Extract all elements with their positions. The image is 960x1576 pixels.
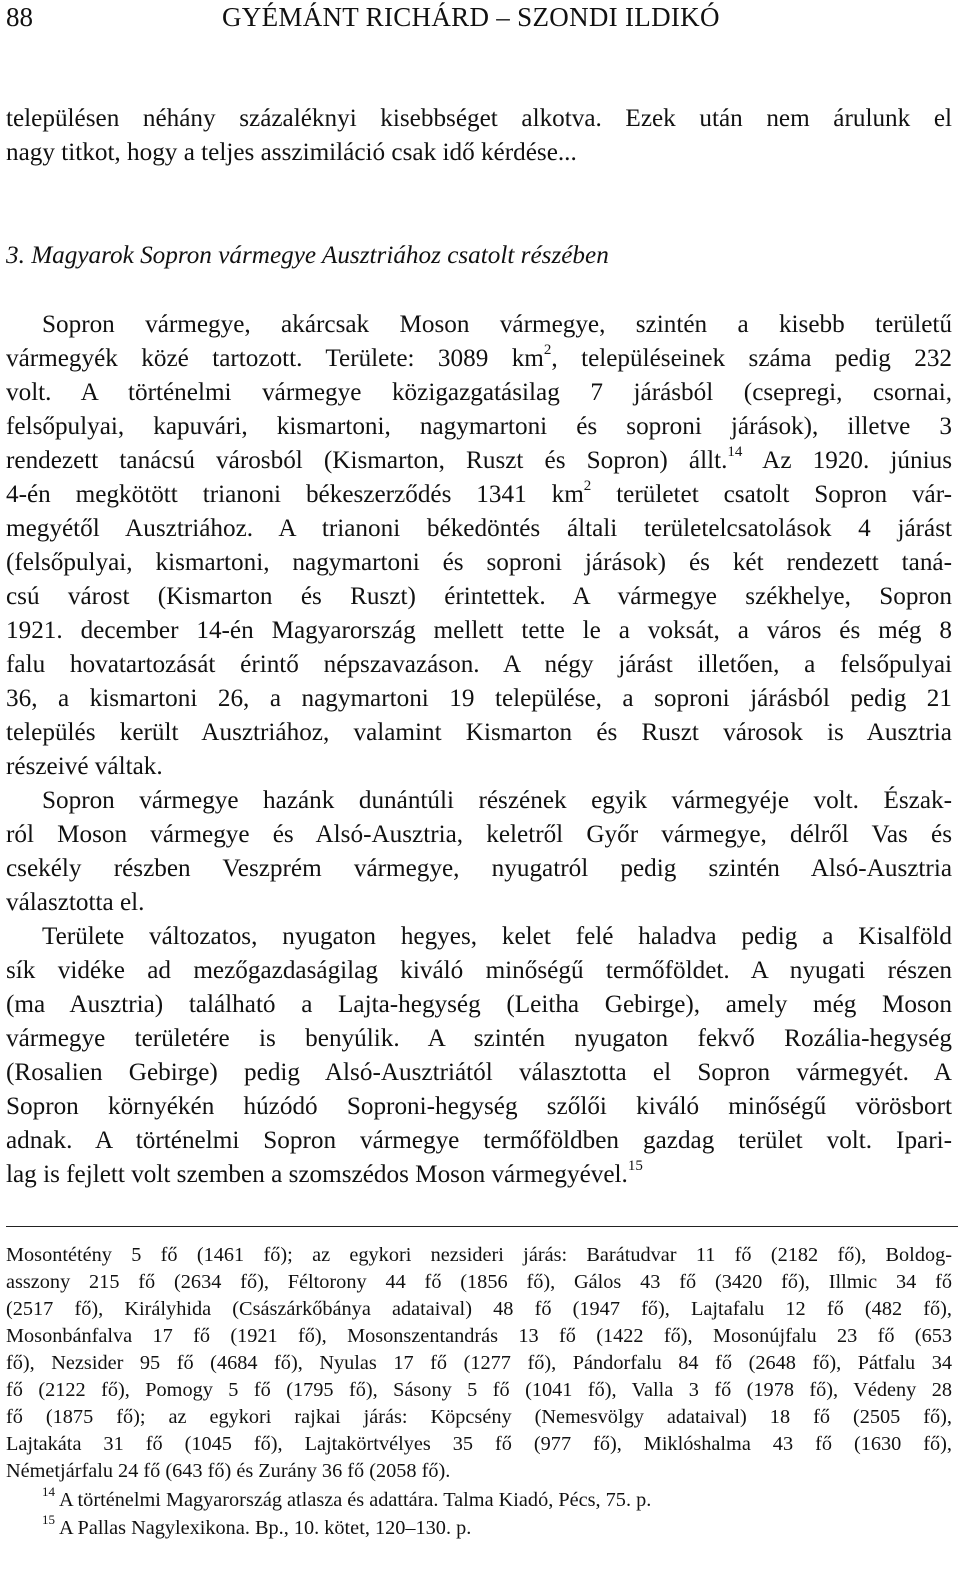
body-line: adnak. A történelmi Sopron vármegye termőföldben gazdag terület volt. Ipari-: [6, 1127, 952, 1154]
footnote-rule: [6, 1226, 958, 1227]
footnote-line: fő), Nezsider 95 fő (4684 fő), Nyulas 17 fő (1277 fő), Pándorfalu 84 fő (2648 fő), Pátfalu 34: [6, 1352, 952, 1374]
footnote-ref-14: 14: [727, 443, 743, 460]
footnote-line: Mosonbánfalva 17 fő (1921 fő), Mosonszentandrás 13 fő (1422 fő), Mosonújfalu 23 fő (653: [6, 1325, 952, 1347]
footnote-ref-15: 15: [627, 1157, 643, 1174]
body-line: (felsőpulyai, kismartoni, nagymartoni és soproni járások) és két rendezett taná-: [6, 549, 952, 576]
body-line: sík vidéke ad mezőgazdaságilag kiváló minőségű termőföldet. A nyugati részen: [6, 957, 952, 984]
body-line: 36, a kismartoni 26, a nagymartoni 19 települése, a soproni járásból pedig 21: [6, 685, 952, 712]
footnote-line: Németjárfalu 24 fő (643 fő) és Zurány 36 fő (2058 fő).: [6, 1460, 451, 1482]
body-line: nagy titkot, hogy a teljes asszimiláció csak idő kérdése...: [6, 139, 577, 166]
superscript-2: 2: [583, 477, 592, 494]
body-line: (ma Ausztria) található a Lajta-hegység (Leitha Gebirge), amely még Moson: [6, 991, 952, 1018]
body-line: településen néhány százaléknyi kisebbséget alkotva. Ezek után nem árulunk el: [6, 105, 952, 132]
body-line: Sopron vármegye, akárcsak Moson vármegye, szintén a kisebb területű: [42, 311, 952, 338]
body-line: 1921. december 14-én Magyarország mellett tette le a voksát, a város és még 8: [6, 617, 952, 644]
footnote-line: (2517 fő), Királyhida (Császárkőbánya adataival) 48 fő (1947 fő), Lajtafalu 12 fő (482 fő),: [6, 1298, 952, 1320]
body-line: 4-én megkötött trianoni békeszerződés 1341 $km^2$ területet csatolt Sopron vár-: [6, 477, 952, 508]
footnote-line: asszony 215 fő (2634 fő), Féltorony 44 fő (1856 fő), Gálos 43 fő (3420 fő), Illmic 34 fő: [6, 1271, 952, 1293]
body-line: vármegye területére is benyúlik. A szintén nyugaton fekvő Rozália-hegység: [6, 1025, 952, 1052]
footnote-mark-14: 14: [42, 1484, 55, 1500]
body-line: falu hovatartozását érintő népszavazáson. A négy járást illetően, a felsőpulyai: [6, 651, 952, 678]
body-line: választotta el.: [6, 889, 145, 916]
body-line: vármegyék közé tartozott. Területe: 3089 $km^2$, településeinek száma pedig 232: [6, 341, 953, 372]
body-line: (Rosalien Gebirge) pedig Alsó-Ausztriától választotta el Sopron vármegyét. A: [6, 1059, 952, 1086]
body-line: részeivé váltak.: [6, 753, 163, 780]
page-number: 88: [6, 2, 33, 32]
body-line: volt. A történelmi vármegye közigazgatásilag 7 járásból (csepregi, csornai,: [6, 379, 952, 406]
body-line: megyétől Ausztriához. A trianoni békedöntés általi területelcsatolások 4 járást: [6, 515, 952, 542]
footnote-line: fő (1875 fő); az egykori rajkai járás: Köpcsény (Nemesvölgy adataival) 18 fő (2505 fő),: [6, 1406, 952, 1428]
superscript-2: 2: [543, 341, 552, 358]
body-line: Sopron vármegye hazánk dunántúli részének egyik vármegyéje volt. Észak-: [42, 787, 952, 814]
body-line: ról Moson vármegye és Alsó-Ausztria, keletről Győr vármegye, délről Vas és: [6, 821, 952, 848]
body-line: település került Ausztriához, valamint Kismarton és Ruszt városok is Ausztria: [6, 719, 952, 746]
body-line: lag is fejlett volt szemben a szomszédos Moson vármegyével.$^{15}$: [6, 1157, 643, 1188]
page-header: [0, 0, 960, 40]
body-line: csú várost (Kismarton és Ruszt) érintettek. A vármegye székhelye, Sopron: [6, 583, 952, 610]
footnote-15: $^{15}$ A Pallas Nagylexikona. Bp., 10. kötet, 120–130. p.: [42, 1512, 472, 1539]
running-head: GYÉMÁNT RICHÁRD – SZONDI ILDIKÓ: [222, 2, 720, 32]
body-line: csekély részben Veszprém vármegye, nyugatról pedig szintén Alsó-Ausztria: [6, 855, 952, 882]
body-line: Sopron környékén húzódó Soproni-hegység szőlői kiváló minőségű vörösbort: [6, 1093, 952, 1120]
footnote-mark-15: 15: [42, 1512, 55, 1528]
section-heading: 3. Magyarok Sopron vármegye Ausztriához csatolt részében: [6, 242, 609, 269]
footnote-line: Mosontétény 5 fő (1461 fő); az egykori nezsideri járás: Barátudvar 11 fő (2182 fő), Boldog-: [6, 1244, 952, 1266]
footnote-line: fő (2122 fő), Pomogy 5 fő (1795 fő), Sásony 5 fő (1041 fő), Valla 3 fő (1978 fő), Védeny 28: [6, 1379, 952, 1401]
body-line: Területe változatos, nyugaton hegyes, kelet felé haladva pedig a Kisalföld: [42, 923, 952, 950]
body-line: felsőpulyai, kapuvári, kismartoni, nagymartoni és soproni járások), illetve 3: [6, 413, 952, 440]
body-line: rendezett tanácsú városból (Kismarton, Ruszt és Sopron) állt.$^{14}$ Az 1920. június: [6, 443, 952, 474]
footnote-line: Lajtakáta 31 fő (1045 fő), Lajtakörtvélyes 35 fő (977 fő), Miklóshalma 43 fő (1630 fő),: [6, 1433, 952, 1455]
footnote-14: $^{14}$ A történelmi Magyarország atlasza és adattára. Talma Kiadó, Pécs, 75. p.: [42, 1484, 652, 1511]
